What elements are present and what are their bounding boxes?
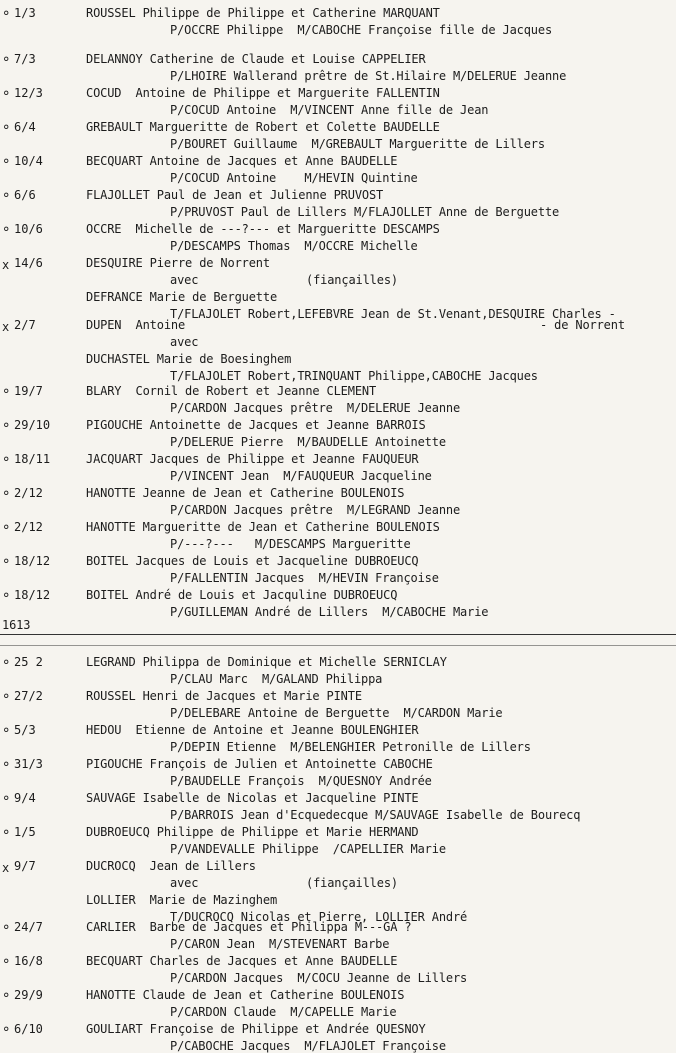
entry-date: 6/4	[14, 120, 36, 134]
entry-detail: P/CARDON Claude M/CAPELLE Marie	[170, 1005, 397, 1019]
entry-name: OCCRE Michelle de ---?--- et Margueritte DESCAMPS	[86, 222, 440, 236]
entry-detail: T/DUCROCQ Nicolas et Pierre, LOLLIER André	[170, 910, 468, 924]
entry-detail: avec	[170, 335, 199, 349]
year-divider-bottom	[0, 645, 676, 646]
entry-detail: P/VINCENT Jean M/FAUQUEUR Jacqueline	[170, 469, 432, 483]
entry-detail: P/BARROIS Jean d'Ecquedecque M/SAUVAGE Isabelle de Bourecq	[170, 808, 581, 822]
entry-name: HANOTTE Claude de Jean et Catherine BOULENOIS	[86, 988, 405, 1002]
entry-date: 2/12	[14, 486, 43, 500]
entry-name: COCUD Antoine de Philippe et Marguerite FALLENTIN	[86, 86, 440, 100]
entry-detail: T/FLAJOLET Robert,LEFEBVRE Jean de St.Venant,DESQUIRE Charles -	[170, 307, 616, 321]
entry-detail: P/CABOCHE Jacques M/FLAJOLET Françoise	[170, 1039, 446, 1053]
baptism-marker: °	[2, 191, 11, 207]
entry-date: 16/8	[14, 954, 43, 968]
entry-detail: (fiançailles)	[306, 273, 398, 287]
entry-detail: P/DEPIN Etienne M/BELENGHIER Petronille de Lillers	[170, 740, 531, 754]
baptism-marker: °	[2, 991, 11, 1007]
entry-date: 29/10	[14, 418, 51, 432]
entry-date: 9/4	[14, 791, 36, 805]
entry-detail: P/CARDON Jacques M/COCU Jeanne de Lillers	[170, 971, 468, 985]
baptism-marker: °	[2, 591, 11, 607]
entry-name: DELANNOY Catherine de Claude et Louise CAPPELIER	[86, 52, 426, 66]
entry-date: 25 2	[14, 655, 43, 669]
entry-detail: DUCHASTEL Marie de Boesinghem	[86, 352, 292, 366]
entry-name: BECQUART Charles de Jacques et Anne BAUDELLE	[86, 954, 398, 968]
baptism-marker: °	[2, 9, 11, 25]
entry-name: BOITEL André de Louis et Jacquline DUBROEUCQ	[86, 588, 398, 602]
entry-detail: P/BAUDELLE François M/QUESNOY Andrée	[170, 774, 432, 788]
entry-detail: P/CARDON Jacques prêtre M/DELERUE Jeanne	[170, 401, 461, 415]
entry-date: 19/7	[14, 384, 43, 398]
baptism-marker: °	[2, 923, 11, 939]
entry-date: 9/7	[14, 859, 36, 873]
baptism-marker: °	[2, 692, 11, 708]
entry-detail: P/DELERUE Pierre M/BAUDELLE Antoinette	[170, 435, 446, 449]
entry-date: 18/11	[14, 452, 51, 466]
entry-detail: P/---?--- M/DESCAMPS Margueritte	[170, 537, 411, 551]
entry-detail: T/FLAJOLET Robert,TRINQUANT Philippe,CABOCHE Jacques	[170, 369, 538, 383]
baptism-marker: °	[2, 225, 11, 241]
baptism-marker: °	[2, 387, 11, 403]
entry-name: GREBAULT Margueritte de Robert et Colette BAUDELLE	[86, 120, 440, 134]
entry-name: BLARY Cornil de Robert et Jeanne CLEMENT	[86, 384, 377, 398]
entry-date: 6/6	[14, 188, 36, 202]
entry-name: GOULIART Françoise de Philippe et Andrée QUESNOY	[86, 1022, 426, 1036]
baptism-marker: °	[2, 523, 11, 539]
entry-detail: P/COCUD Antoine M/VINCENT Anne fille de Jean	[170, 103, 489, 117]
year-divider-top	[0, 634, 676, 635]
entry-name: HANOTTE Jeanne de Jean et Catherine BOULENOIS	[86, 486, 405, 500]
engagement-marker: x	[2, 861, 10, 875]
entry-name: PIGOUCHE Antoinette de Jacques et Jeanne BARROIS	[86, 418, 426, 432]
entry-detail: P/LHOIRE Wallerand prêtre de St.Hilaire M/DELERUE Jeanne	[170, 69, 567, 83]
entry-detail: avec	[170, 273, 199, 287]
entry-date: 27/2	[14, 689, 43, 703]
entry-date: 7/3	[14, 52, 36, 66]
entry-name: ROUSSEL Philippe de Philippe et Catherine MARQUANT	[86, 6, 440, 20]
entry-name: PIGOUCHE François de Julien et Antoinette CABOCHE	[86, 757, 433, 771]
entry-detail: DEFRANCE Marie de Berguette	[86, 290, 278, 304]
entry-name: SAUVAGE Isabelle de Nicolas et Jacqueline PINTE	[86, 791, 419, 805]
entry-name: DUCROCQ Jean de Lillers	[86, 859, 256, 873]
entry-date: 1/5	[14, 825, 36, 839]
entry-date: 6/10	[14, 1022, 43, 1036]
entry-date: 18/12	[14, 588, 51, 602]
entry-detail: P/DELEBARE Antoine de Berguette M/CARDON Marie	[170, 706, 503, 720]
entry-name: ROUSSEL Henri de Jacques et Marie PINTE	[86, 689, 362, 703]
baptism-marker: °	[2, 658, 11, 674]
baptism-marker: °	[2, 89, 11, 105]
entry-name: HEDOU Etienne de Antoine et Jeanne BOULENGHIER	[86, 723, 419, 737]
entry-date: 5/3	[14, 723, 36, 737]
baptism-marker: °	[2, 489, 11, 505]
baptism-marker: °	[2, 557, 11, 573]
entry-date: 12/3	[14, 86, 43, 100]
baptism-marker: °	[2, 157, 11, 173]
entry-name: HANOTTE Margueritte de Jean et Catherine BOULENOIS	[86, 520, 440, 534]
baptism-marker: °	[2, 55, 11, 71]
baptism-marker: °	[2, 760, 11, 776]
entry-detail: P/OCCRE Philippe M/CABOCHE Françoise fille de Jacques	[170, 23, 553, 37]
entry-date: 24/7	[14, 920, 43, 934]
entry-date: 29/9	[14, 988, 43, 1002]
entry-date: 2/7	[14, 318, 36, 332]
baptism-marker: °	[2, 726, 11, 742]
entry-detail: P/CARDON Jacques prêtre M/LEGRAND Jeanne	[170, 503, 461, 517]
baptism-marker: °	[2, 957, 11, 973]
entry-name: BECQUART Antoine de Jacques et Anne BAUDELLE	[86, 154, 398, 168]
entry-date: 10/6	[14, 222, 43, 236]
entry-name: JACQUART Jacques de Philippe et Jeanne FAUQUEUR	[86, 452, 419, 466]
entry-detail: P/BOURET Guillaume M/GREBAULT Margueritte de Lillers	[170, 137, 545, 151]
entry-date: 14/6	[14, 256, 43, 270]
entry-detail: P/CARON Jean M/STEVENART Barbe	[170, 937, 390, 951]
entry-name: DESQUIRE Pierre de Norrent	[86, 256, 270, 270]
entry-name: LEGRAND Philippa de Dominique et Michelle SERNICLAY	[86, 655, 447, 669]
entry-detail: LOLLIER Marie de Mazinghem	[86, 893, 278, 907]
entry-date: 31/3	[14, 757, 43, 771]
engagement-marker: x	[2, 258, 10, 272]
entry-name: BOITEL Jacques de Louis et Jacqueline DUBROEUCQ	[86, 554, 419, 568]
baptism-marker: °	[2, 123, 11, 139]
entry-name: DUBROEUCQ Philippe de Philippe et Marie HERMAND	[86, 825, 419, 839]
baptism-marker: °	[2, 1025, 11, 1041]
baptism-marker: °	[2, 794, 11, 810]
year-heading: 1613	[2, 618, 31, 632]
baptism-marker: °	[2, 455, 11, 471]
entry-date: 2/12	[14, 520, 43, 534]
engagement-marker: x	[2, 320, 10, 334]
entry-detail: P/VANDEVALLE Philippe /CAPELLIER Marie	[170, 842, 446, 856]
entry-detail: P/GUILLEMAN André de Lillers M/CABOCHE Marie	[170, 605, 489, 619]
entry-detail: - de Norrent	[540, 318, 625, 332]
entry-name: CARLIER Barbe de Jacques et Philippa M---GA ?	[86, 920, 412, 934]
entry-name: DUPEN Antoine	[86, 318, 186, 332]
entry-detail: P/PRUVOST Paul de Lillers M/FLAJOLLET Anne de Berguette	[170, 205, 560, 219]
entry-name: FLAJOLLET Paul de Jean et Julienne PRUVOST	[86, 188, 384, 202]
entry-detail: P/COCUD Antoine M/HEVIN Quintine	[170, 171, 418, 185]
entry-detail: avec	[170, 876, 199, 890]
baptism-marker: °	[2, 421, 11, 437]
entry-detail: P/DESCAMPS Thomas M/OCCRE Michelle	[170, 239, 418, 253]
entry-detail: P/FALLENTIN Jacques M/HEVIN Françoise	[170, 571, 439, 585]
entry-date: 18/12	[14, 554, 51, 568]
entry-date: 1/3	[14, 6, 36, 20]
entry-date: 10/4	[14, 154, 43, 168]
entry-detail: P/CLAU Marc M/GALAND Philippa	[170, 672, 383, 686]
baptism-marker: °	[2, 828, 11, 844]
entry-detail: (fiançailles)	[306, 876, 398, 890]
